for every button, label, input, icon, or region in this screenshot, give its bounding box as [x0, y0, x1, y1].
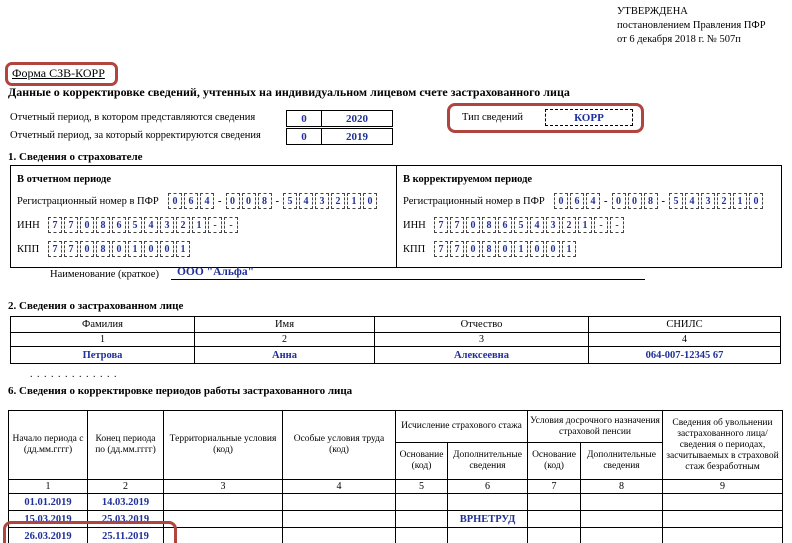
header-row	[11, 317, 781, 333]
info-type-label: Тип сведений	[462, 112, 523, 123]
reporting-period-year: 2020	[346, 112, 368, 125]
digit-cell: 0	[554, 193, 568, 209]
cell	[283, 528, 396, 543]
digit-cell: 1	[347, 193, 361, 209]
digit-cell: 6	[498, 217, 512, 233]
corrected-period-value	[286, 128, 393, 145]
insurer-reporting-period	[11, 166, 396, 267]
cell	[581, 511, 663, 528]
digit-cell: 7	[64, 241, 78, 257]
column-header: СНИЛС	[589, 317, 781, 333]
digit-cell: 2	[176, 217, 190, 233]
table-row	[9, 494, 783, 511]
digit-cell: 0	[466, 217, 480, 233]
cell	[663, 494, 783, 511]
section2-heading: 2. Сведения о застрахованном лице	[8, 300, 184, 312]
kpp-label: КПП	[403, 243, 426, 255]
digit-cell: -	[594, 217, 608, 233]
column-number: 3	[375, 333, 589, 347]
digit-cell: 0	[160, 241, 174, 257]
section6-heading: 6. Сведения о корректировке периодов работы застрахованного лица	[8, 385, 353, 397]
digit-cell: 4	[200, 193, 214, 209]
digit-cell: 5	[514, 217, 528, 233]
column-numbers-row	[11, 333, 781, 347]
digit-cell: 7	[434, 241, 448, 257]
dash-separator: -	[604, 195, 608, 207]
corrected-period-year: 2019	[346, 130, 368, 143]
cell	[283, 494, 396, 511]
cell	[528, 511, 581, 528]
digit-cell: 4	[685, 193, 699, 209]
column-number: 7	[528, 480, 581, 494]
inn-cells	[433, 217, 625, 233]
digit-cell: 7	[48, 241, 62, 257]
digit-cell: 6	[112, 217, 126, 233]
info-type-highlight	[447, 103, 644, 133]
cell	[448, 494, 528, 511]
insurer-name-row	[50, 266, 645, 280]
cell: 25.03.2019	[88, 511, 164, 528]
col-header-dismissal: Сведения об увольнении застрахованного лица/ сведения о периодах, засчитываемых в страховой стаж безработным	[663, 411, 783, 480]
column-header: Отчество	[375, 317, 589, 333]
column-number: 1	[11, 333, 195, 347]
column-number: 6	[448, 480, 528, 494]
digit-cell: 0	[466, 241, 480, 257]
digit-cell: 7	[64, 217, 78, 233]
last-name-value: Петрова	[11, 347, 195, 364]
approval-line: от 6 декабря 2018 г. № 507п	[617, 34, 741, 45]
cell	[164, 511, 283, 528]
cell: 26.03.2019	[9, 528, 88, 543]
kpp-label: КПП	[17, 243, 40, 255]
digit-cell: 1	[514, 241, 528, 257]
column-number: 2	[195, 333, 375, 347]
corrected-period-label: Отчетный период, за который корректируются сведения	[10, 130, 261, 141]
omitted-sections-ellipsis: . . . . . . . . . . . . .	[30, 369, 118, 380]
work-periods-table-wrap	[8, 410, 783, 543]
cell	[164, 494, 283, 511]
insurer-corrected-period	[396, 166, 781, 267]
digit-cell: 8	[644, 193, 658, 209]
col-header-special-conditions: Особые условия труда (код)	[283, 411, 396, 480]
digit-cell: 0	[628, 193, 642, 209]
pfr-reg-number-label: Регистрационный номер в ПФР	[17, 195, 159, 207]
digit-cell: 7	[450, 241, 464, 257]
digit-cell: 0	[80, 241, 94, 257]
pfr-reg-number-row	[17, 189, 390, 213]
cell	[581, 494, 663, 511]
info-type-value: КОРР	[545, 109, 633, 126]
work-periods-table	[8, 410, 783, 543]
digit-cell: 3	[160, 217, 174, 233]
col-header-period-start: Начало периода с (дд.мм.гггг)	[9, 411, 88, 480]
digit-cell: 7	[450, 217, 464, 233]
cell: 25.11.2019	[88, 528, 164, 543]
column-header: Имя	[195, 317, 375, 333]
kpp-row	[17, 237, 390, 261]
digit-cell: 8	[482, 217, 496, 233]
approval-line: УТВЕРЖДЕНА	[617, 6, 688, 17]
digit-cell: 0	[80, 217, 94, 233]
table-row	[9, 528, 783, 543]
cell: 15.03.2019	[9, 511, 88, 528]
header-row-group	[9, 411, 783, 443]
form-name-highlight	[5, 62, 118, 86]
digit-cell: 7	[48, 217, 62, 233]
cell	[164, 528, 283, 543]
kpp-row	[403, 237, 775, 261]
cell	[663, 511, 783, 528]
digit-cell: 4	[144, 217, 158, 233]
digit-cell: 0	[530, 241, 544, 257]
digit-cell: 8	[258, 193, 272, 209]
digit-cell: 6	[570, 193, 584, 209]
approval-block	[617, 5, 766, 47]
digit-cell: 2	[331, 193, 345, 209]
col-header-basis-code: Основание (код)	[396, 443, 448, 480]
digit-cell: 8	[96, 217, 110, 233]
column-header: Фамилия	[11, 317, 195, 333]
inn-row	[17, 213, 390, 237]
digit-cell: 1	[578, 217, 592, 233]
insurer-table	[10, 165, 782, 268]
column-heading: В отчетном периоде	[17, 173, 112, 185]
digit-cell: 5	[128, 217, 142, 233]
digit-cell: 6	[184, 193, 198, 209]
column-number: 4	[283, 480, 396, 494]
digit-cell: 1	[176, 241, 190, 257]
digit-cell: 0	[168, 193, 182, 209]
column-number: 5	[396, 480, 448, 494]
digit-cell: 1	[128, 241, 142, 257]
column-heading: В корректируемом периоде	[403, 173, 533, 185]
kpp-cells	[47, 241, 191, 257]
digit-cell: 1	[192, 217, 206, 233]
insurer-name-label: Наименование (краткое)	[50, 269, 159, 280]
digit-cell: -	[208, 217, 222, 233]
cell	[448, 528, 528, 543]
digit-cell: 0	[749, 193, 763, 209]
digit-cell: 0	[612, 193, 626, 209]
cell: ВРНЕТРУД	[448, 511, 528, 528]
digit-cell: 0	[363, 193, 377, 209]
first-name-value: Анна	[195, 347, 375, 364]
insured-person-table	[10, 316, 781, 364]
dash-separator: -	[218, 195, 222, 207]
digit-cell: 3	[546, 217, 560, 233]
approval-line: постановлением Правления ПФР	[617, 20, 766, 31]
reporting-period-month: 0	[287, 111, 322, 126]
corrected-period-month: 0	[287, 129, 322, 144]
pfr-reg-number-cells	[553, 193, 764, 209]
dash-separator: -	[275, 195, 279, 207]
digit-cell: 4	[530, 217, 544, 233]
pfr-reg-number-row	[403, 189, 775, 213]
column-number: 8	[581, 480, 663, 494]
digit-cell: 0	[144, 241, 158, 257]
insurer-name-value: ООО "Альфа"	[171, 266, 645, 280]
digit-cell: 5	[283, 193, 297, 209]
reporting-period-value	[286, 110, 393, 127]
cell: 01.01.2019	[9, 494, 88, 511]
dash-separator: -	[661, 195, 665, 207]
digit-cell: 2	[562, 217, 576, 233]
cell	[581, 528, 663, 543]
digit-cell: 3	[701, 193, 715, 209]
cell	[663, 528, 783, 543]
column-number: 2	[88, 480, 164, 494]
kpp-cells	[433, 241, 577, 257]
digit-cell: 5	[669, 193, 683, 209]
digit-cell: 0	[546, 241, 560, 257]
digit-cell: 4	[586, 193, 600, 209]
col-header-period-end: Конец периода по (дд.мм.гггг)	[88, 411, 164, 480]
column-number: 4	[589, 333, 781, 347]
table-row	[9, 511, 783, 528]
snils-value: 064-007-12345 67	[589, 347, 781, 364]
middle-name-value: Алексеевна	[375, 347, 589, 364]
digit-cell: 1	[562, 241, 576, 257]
digit-cell: 0	[226, 193, 240, 209]
digit-cell: -	[224, 217, 238, 233]
column-number: 1	[9, 480, 88, 494]
digit-cell: 0	[242, 193, 256, 209]
digit-cell: 7	[434, 217, 448, 233]
digit-cell: 8	[482, 241, 496, 257]
cell	[283, 511, 396, 528]
column-number: 3	[164, 480, 283, 494]
form-name: Форма СЗВ-КОРР	[12, 66, 105, 80]
cell	[396, 511, 448, 528]
inn-label: ИНН	[17, 219, 40, 231]
table-row	[11, 347, 781, 364]
digit-cell: 2	[717, 193, 731, 209]
section1-heading: 1. Сведения о страхователе	[8, 151, 143, 163]
pfr-reg-number-cells	[167, 193, 378, 209]
digit-cell: 8	[96, 241, 110, 257]
inn-cells	[47, 217, 239, 233]
document-title: Данные о корректировке сведений, учтенных на индивидуальном лицевом счете застрахованного лица	[8, 85, 570, 99]
cell	[528, 494, 581, 511]
group-header-early-pension: Условия досрочного назначения страховой пенсии	[528, 411, 663, 443]
cell	[528, 528, 581, 543]
digit-cell: 1	[733, 193, 747, 209]
digit-cell: 4	[299, 193, 313, 209]
cell: 14.03.2019	[88, 494, 164, 511]
col-header-additional-info: Дополнительные сведения	[581, 443, 663, 480]
col-header-additional-info: Дополнительные сведения	[448, 443, 528, 480]
digit-cell: 0	[112, 241, 126, 257]
col-header-territorial: Территориальные условия (код)	[164, 411, 283, 480]
cell	[396, 528, 448, 543]
column-numbers-row	[9, 480, 783, 494]
inn-row	[403, 213, 775, 237]
reporting-period-label: Отчетный период, в котором представляются сведения	[10, 112, 256, 123]
group-header-service-calc: Исчисление страхового стажа	[396, 411, 528, 443]
digit-cell: 3	[315, 193, 329, 209]
digit-cell: 0	[498, 241, 512, 257]
digit-cell: -	[610, 217, 624, 233]
pfr-reg-number-label: Регистрационный номер в ПФР	[403, 195, 545, 207]
col-header-basis-code: Основание (код)	[528, 443, 581, 480]
inn-label: ИНН	[403, 219, 426, 231]
cell	[396, 494, 448, 511]
column-number: 9	[663, 480, 783, 494]
